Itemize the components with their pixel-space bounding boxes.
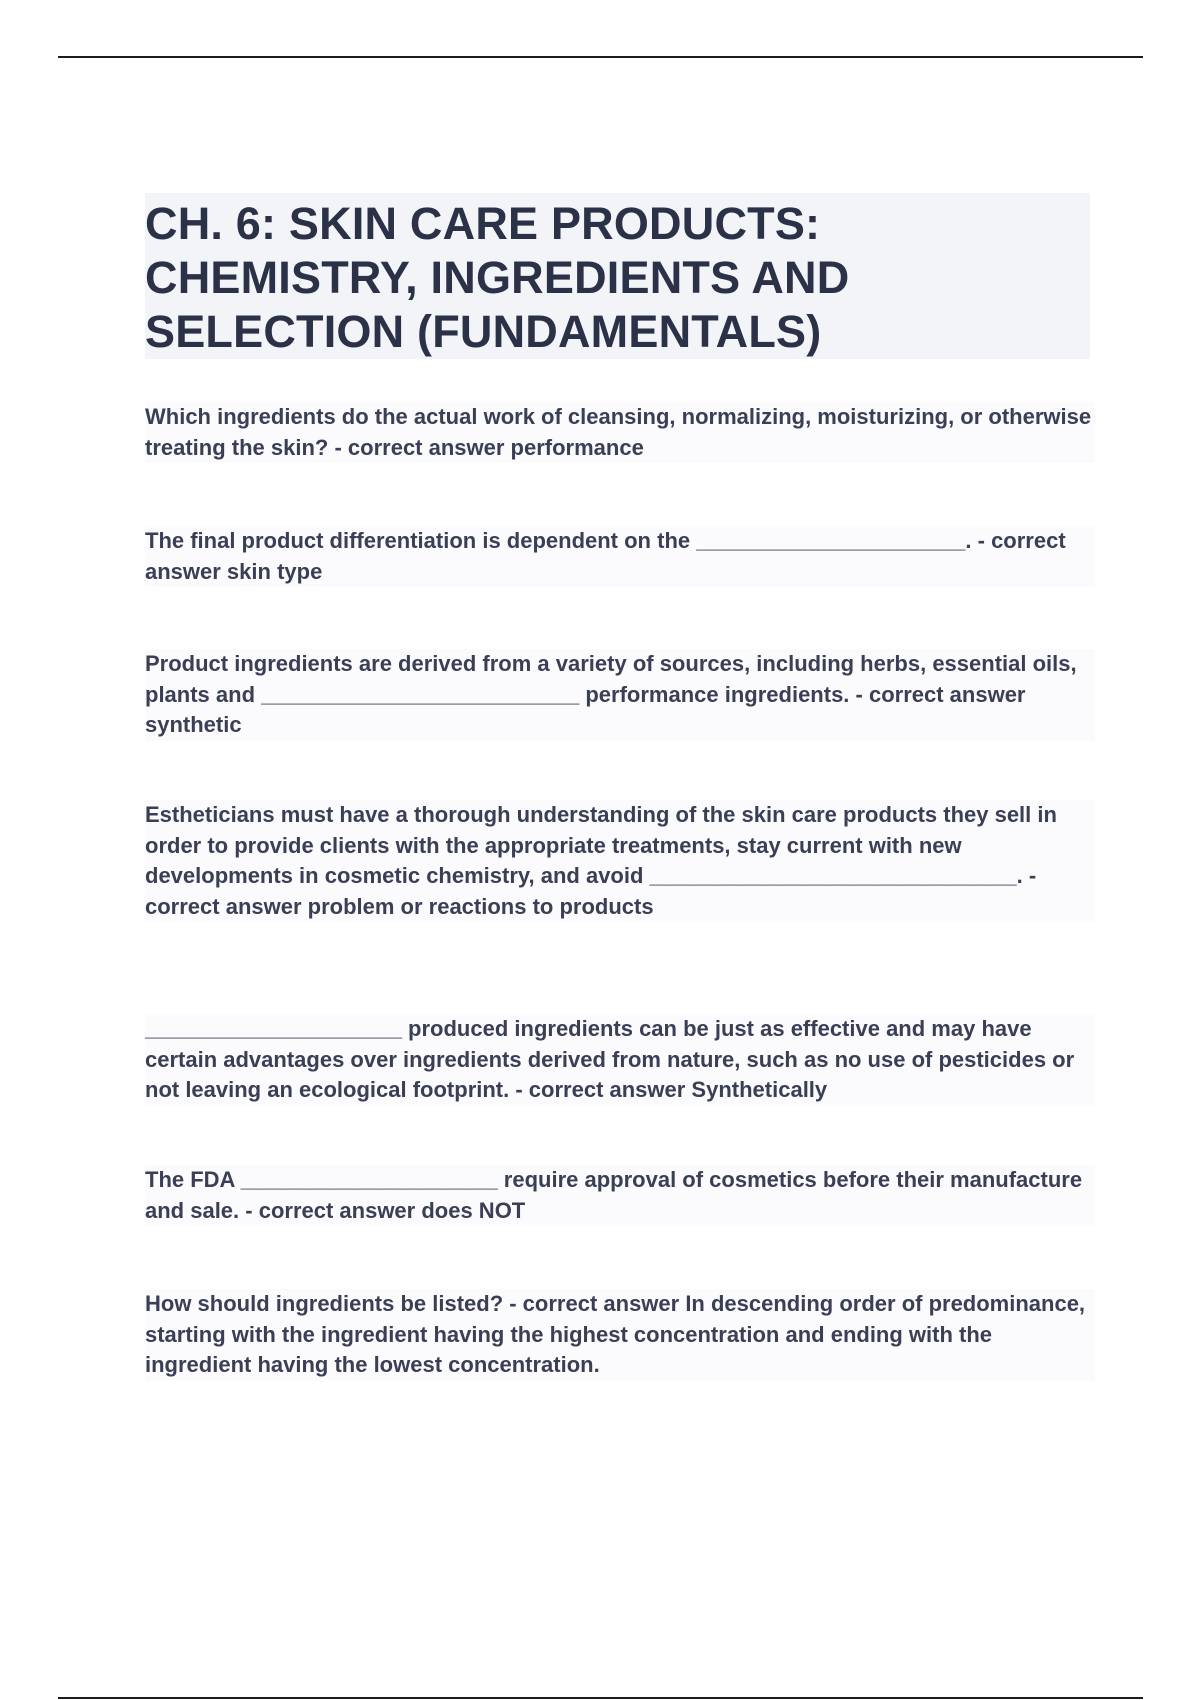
bottom-divider (58, 1697, 1143, 1699)
top-divider (58, 56, 1143, 58)
qa-item-7: How should ingredients be listed? - correct answer In descending order of predominance, starting with the ingredient having the highest concentration and ending with the ingredient having the lowest concentration. (145, 1289, 1095, 1381)
title-block (145, 193, 1090, 359)
qa-item-1: Which ingredients do the actual work of cleansing, normalizing, moisturizing, or otherwise treating the skin? - correct answer performance (145, 402, 1095, 463)
page-title: CH. 6: SKIN CARE PRODUCTS: CHEMISTRY, INGREDIENTS AND SELECTION (FUNDAMENTALS) (145, 198, 850, 357)
qa-item-4: Estheticians must have a thorough understanding of the skin care products they sell in order to provide clients with the appropriate treatments, stay current with new developments in cosmetic chemistry, and avoid ______________________________. - correct answer problem or reactions to products (145, 800, 1095, 922)
qa-item-6: The FDA _____________________ require approval of cosmetics before their manufacture and sale. - correct answer does NOT (145, 1165, 1095, 1226)
qa-item-2: The final product differentiation is dependent on the ______________________. - correct answer skin type (145, 526, 1095, 587)
qa-item-5: _____________________ produced ingredients can be just as effective and may have certain advantages over ingredients derived from nature, such as no use of pesticides or not leaving an ecological footprint. - correct answer Synthetically (145, 1014, 1095, 1106)
qa-item-3: Product ingredients are derived from a variety of sources, including herbs, essential oils, plants and __________________________ performance ingredients. - correct answer synthetic (145, 649, 1095, 741)
